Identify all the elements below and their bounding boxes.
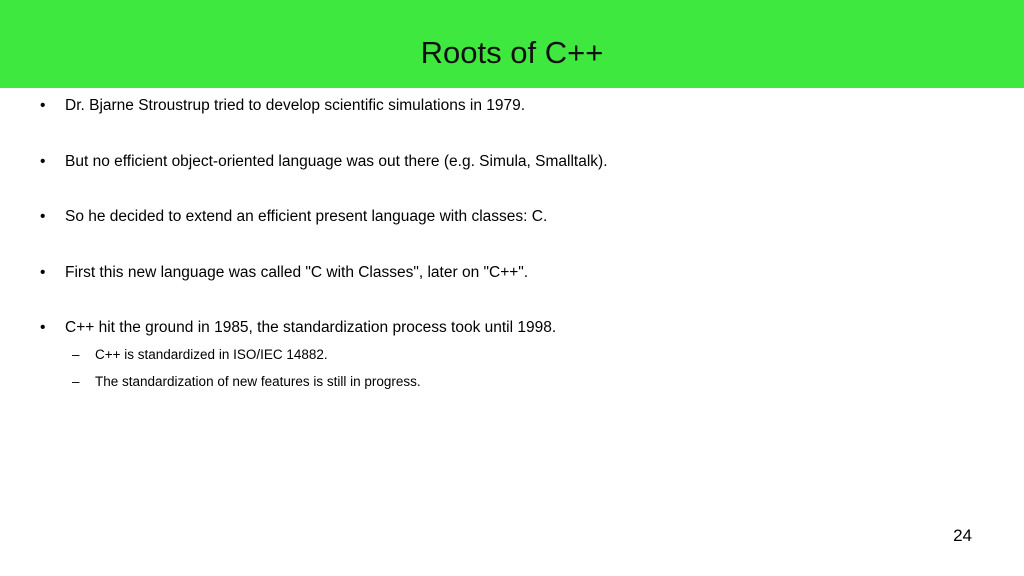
bullet-item — [40, 263, 528, 283]
bullet-item — [40, 207, 547, 227]
sub-bullet-item — [72, 373, 421, 391]
bullet-marker: • — [40, 319, 46, 336]
bullet-marker: • — [40, 153, 46, 170]
bullet-text: C++ hit the ground in 1985, the standardization process took until 1998. — [65, 319, 557, 336]
bullet-text: So he decided to extend an efficient present language with classes: C. — [65, 208, 548, 225]
sub-bullet-text: The standardization of new features is still in progress. — [95, 374, 421, 389]
slide-title: Roots of C++ — [420, 35, 604, 70]
bullet-item — [40, 96, 525, 116]
bullet-marker: • — [40, 264, 46, 281]
page-number: 24 — [953, 526, 972, 545]
sub-bullet-text: C++ is standardized in ISO/IEC 14882. — [95, 347, 328, 362]
sub-bullet-marker: – — [72, 347, 80, 362]
sub-bullet-marker: – — [72, 374, 80, 389]
bullet-marker: • — [40, 208, 46, 225]
bullet-text: First this new language was called "C with Classes", later on "C++". — [65, 264, 529, 281]
bullet-item — [40, 152, 608, 172]
bullet-text: But no efficient object-oriented language was out there (e.g. Simula, Smalltalk). — [65, 153, 608, 170]
bullet-text: Dr. Bjarne Stroustrup tried to develop scientific simulations in 1979. — [65, 97, 526, 114]
sub-bullet-item — [72, 346, 328, 364]
bullet-item — [40, 318, 556, 338]
bullet-marker: • — [40, 97, 46, 114]
